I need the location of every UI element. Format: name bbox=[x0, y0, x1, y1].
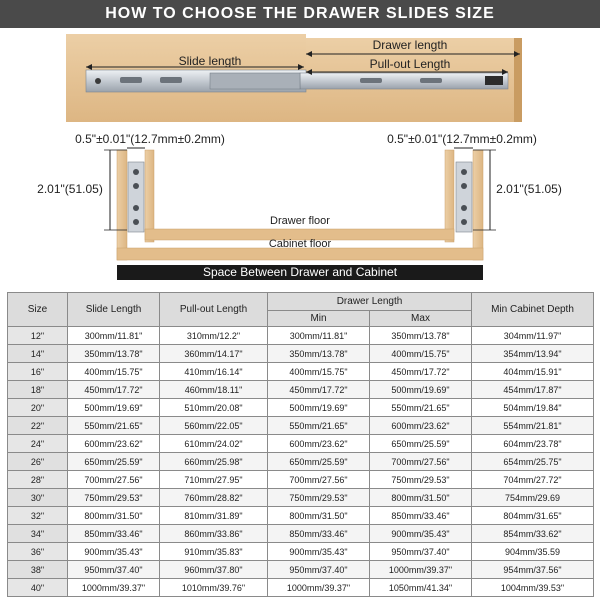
cell-drawer-max: 650mm/25.59" bbox=[370, 435, 472, 453]
cell-size: 22" bbox=[8, 417, 68, 435]
cell-slide-length: 1000mm/39.37" bbox=[68, 579, 160, 597]
table-row bbox=[8, 381, 594, 399]
drawer-slide-diagram bbox=[0, 28, 600, 126]
cell-drawer-max: 850mm/33.46" bbox=[370, 507, 472, 525]
header-pull-out-length: Pull-out Length bbox=[160, 293, 268, 327]
cell-min-cabinet-depth: 654mm/25.75" bbox=[472, 453, 594, 471]
cell-drawer-min: 700mm/27.56" bbox=[268, 471, 370, 489]
cell-min-cabinet-depth: 404mm/15.91" bbox=[472, 363, 594, 381]
cell-drawer-max: 950mm/37.40" bbox=[370, 543, 472, 561]
right-gap-label: 0.5"±0.01"(12.7mm±0.2mm) bbox=[387, 132, 537, 146]
left-gap-label: 0.5"±0.01"(12.7mm±0.2mm) bbox=[75, 132, 225, 146]
drawer-left-side bbox=[145, 150, 154, 242]
cell-slide-length: 800mm/31.50" bbox=[68, 507, 160, 525]
cell-drawer-min: 650mm/25.59" bbox=[268, 453, 370, 471]
table-row bbox=[8, 453, 594, 471]
cell-pull-out-length: 1010mm/39.76" bbox=[160, 579, 268, 597]
drawer-length-label: Drawer length bbox=[372, 38, 448, 52]
header-slide-length: Slide Length bbox=[68, 293, 160, 327]
bearing-ball bbox=[461, 219, 467, 225]
cell-drawer-min: 750mm/29.53" bbox=[268, 489, 370, 507]
cell-slide-length: 700mm/27.56" bbox=[68, 471, 160, 489]
slide-mount-holes bbox=[160, 77, 182, 83]
bearing-ball bbox=[133, 205, 139, 211]
bearing-ball bbox=[133, 183, 139, 189]
cell-min-cabinet-depth: 954mm/37.56" bbox=[472, 561, 594, 579]
cell-drawer-min: 950mm/37.40" bbox=[268, 561, 370, 579]
cell-slide-length: 400mm/15.75" bbox=[68, 363, 160, 381]
table-row bbox=[8, 507, 594, 525]
cell-size: 40" bbox=[8, 579, 68, 597]
cell-pull-out-length: 960mm/37.80" bbox=[160, 561, 268, 579]
cell-size: 36" bbox=[8, 543, 68, 561]
cell-pull-out-length: 860mm/33.86" bbox=[160, 525, 268, 543]
cell-size: 38" bbox=[8, 561, 68, 579]
cell-drawer-max: 600mm/23.62" bbox=[370, 417, 472, 435]
slide-inner-rail bbox=[300, 73, 508, 89]
bearing-ball bbox=[133, 219, 139, 225]
cell-drawer-min: 300mm/11.81" bbox=[268, 327, 370, 345]
cell-slide-length: 650mm/25.59" bbox=[68, 453, 160, 471]
cell-drawer-max: 500mm/19.69" bbox=[370, 381, 472, 399]
slide-mount-holes bbox=[120, 77, 142, 83]
cell-size: 28" bbox=[8, 471, 68, 489]
right-height-label: 2.01"(51.05) bbox=[496, 182, 562, 196]
cell-drawer-max: 700mm/27.56" bbox=[370, 453, 472, 471]
cell-pull-out-length: 760mm/28.82" bbox=[160, 489, 268, 507]
cell-drawer-min: 350mm/13.78" bbox=[268, 345, 370, 363]
bearing-ball bbox=[461, 183, 467, 189]
cell-min-cabinet-depth: 604mm/23.78" bbox=[472, 435, 594, 453]
bearing-ball bbox=[461, 169, 467, 175]
drawer-right-side bbox=[445, 150, 454, 242]
cell-min-cabinet-depth: 454mm/17.87" bbox=[472, 381, 594, 399]
cell-size: 30" bbox=[8, 489, 68, 507]
cell-pull-out-length: 810mm/31.89" bbox=[160, 507, 268, 525]
table-row bbox=[8, 543, 594, 561]
drawer-front-edge bbox=[514, 38, 522, 122]
cell-min-cabinet-depth: 854mm/33.62" bbox=[472, 525, 594, 543]
cell-size: 18" bbox=[8, 381, 68, 399]
header-drawer-min: Min bbox=[268, 311, 370, 327]
header-min-cabinet-depth: Min Cabinet Depth bbox=[472, 293, 594, 327]
cell-drawer-max: 400mm/15.75" bbox=[370, 345, 472, 363]
cell-slide-length: 300mm/11.81" bbox=[68, 327, 160, 345]
cell-drawer-max: 800mm/31.50" bbox=[370, 489, 472, 507]
table-row bbox=[8, 399, 594, 417]
slide-mount-holes bbox=[360, 78, 382, 83]
cell-pull-out-length: 410mm/16.14" bbox=[160, 363, 268, 381]
table-row bbox=[8, 489, 594, 507]
cell-slide-length: 350mm/13.78" bbox=[68, 345, 160, 363]
cell-slide-length: 600mm/23.62" bbox=[68, 435, 160, 453]
slide-length-label: Slide length bbox=[178, 54, 242, 68]
cell-size: 14" bbox=[8, 345, 68, 363]
cabinet-floor-label: Cabinet floor bbox=[268, 238, 332, 250]
cell-drawer-min: 450mm/17.72" bbox=[268, 381, 370, 399]
cell-pull-out-length: 660mm/25.98" bbox=[160, 453, 268, 471]
cell-pull-out-length: 460mm/18.11" bbox=[160, 381, 268, 399]
cell-pull-out-length: 510mm/20.08" bbox=[160, 399, 268, 417]
cell-drawer-max: 450mm/17.72" bbox=[370, 363, 472, 381]
bearing-ball bbox=[461, 205, 467, 211]
table-row bbox=[8, 345, 594, 363]
cell-pull-out-length: 610mm/24.02" bbox=[160, 435, 268, 453]
cell-slide-length: 500mm/19.69" bbox=[68, 399, 160, 417]
cell-min-cabinet-depth: 304mm/11.97" bbox=[472, 327, 594, 345]
table-row bbox=[8, 327, 594, 345]
cell-drawer-min: 500mm/19.69" bbox=[268, 399, 370, 417]
cell-min-cabinet-depth: 354mm/13.94" bbox=[472, 345, 594, 363]
cell-drawer-max: 550mm/21.65" bbox=[370, 399, 472, 417]
cell-min-cabinet-depth: 754mm/29.69 bbox=[472, 489, 594, 507]
slide-screw-hole bbox=[95, 78, 101, 84]
cell-drawer-min: 1000mm/39.37" bbox=[268, 579, 370, 597]
cell-min-cabinet-depth: 704mm/27.72" bbox=[472, 471, 594, 489]
cell-pull-out-length: 560mm/22.05" bbox=[160, 417, 268, 435]
cell-drawer-min: 600mm/23.62" bbox=[268, 435, 370, 453]
cell-slide-length: 450mm/17.72" bbox=[68, 381, 160, 399]
cell-size: 32" bbox=[8, 507, 68, 525]
cell-min-cabinet-depth: 804mm/31.65" bbox=[472, 507, 594, 525]
cell-size: 34" bbox=[8, 525, 68, 543]
page-title-banner bbox=[0, 0, 600, 28]
table-row bbox=[8, 525, 594, 543]
cell-min-cabinet-depth: 554mm/21.81" bbox=[472, 417, 594, 435]
cell-min-cabinet-depth: 1004mm/39.53" bbox=[472, 579, 594, 597]
cabinet-left-side bbox=[117, 150, 127, 260]
cell-drawer-max: 750mm/29.53" bbox=[370, 471, 472, 489]
table-row bbox=[8, 579, 594, 597]
cell-drawer-min: 900mm/35.43" bbox=[268, 543, 370, 561]
cell-size: 12" bbox=[8, 327, 68, 345]
cell-drawer-max: 350mm/13.78" bbox=[370, 327, 472, 345]
drawer-floor-label: Drawer floor bbox=[270, 215, 330, 227]
pull-out-length-label: Pull-out Length bbox=[369, 57, 451, 71]
slide-ball-bearing bbox=[210, 73, 300, 89]
cell-size: 24" bbox=[8, 435, 68, 453]
header-size: Size bbox=[8, 293, 68, 327]
table-row bbox=[8, 561, 594, 579]
cell-drawer-min: 800mm/31.50" bbox=[268, 507, 370, 525]
cell-slide-length: 900mm/35.43" bbox=[68, 543, 160, 561]
page-title: HOW TO CHOOSE THE DRAWER SLIDES SIZE bbox=[105, 5, 495, 22]
header-drawer-length: Drawer Length bbox=[268, 293, 472, 311]
table-row bbox=[8, 471, 594, 489]
cell-slide-length: 850mm/33.46" bbox=[68, 525, 160, 543]
cell-min-cabinet-depth: 504mm/19.84" bbox=[472, 399, 594, 417]
header-drawer-max: Max bbox=[370, 311, 472, 327]
cell-pull-out-length: 710mm/27.95" bbox=[160, 471, 268, 489]
slide-release-lever bbox=[485, 76, 503, 85]
left-height-label: 2.01"(51.05) bbox=[37, 182, 103, 196]
cell-drawer-min: 550mm/21.65" bbox=[268, 417, 370, 435]
cell-slide-length: 550mm/21.65" bbox=[68, 417, 160, 435]
cell-drawer-min: 400mm/15.75" bbox=[268, 363, 370, 381]
cell-drawer-max: 1000mm/39.37" bbox=[370, 561, 472, 579]
size-specification-table bbox=[7, 292, 594, 597]
cell-pull-out-length: 910mm/35.83" bbox=[160, 543, 268, 561]
cell-size: 16" bbox=[8, 363, 68, 381]
table-row bbox=[8, 435, 594, 453]
cell-slide-length: 950mm/37.40" bbox=[68, 561, 160, 579]
slide-mount-holes bbox=[420, 78, 442, 83]
table-row bbox=[8, 363, 594, 381]
cell-drawer-min: 850mm/33.46" bbox=[268, 525, 370, 543]
cell-pull-out-length: 360mm/14.17" bbox=[160, 345, 268, 363]
cell-pull-out-length: 310mm/12.2" bbox=[160, 327, 268, 345]
cell-slide-length: 750mm/29.53" bbox=[68, 489, 160, 507]
cell-size: 26" bbox=[8, 453, 68, 471]
cell-drawer-max: 900mm/35.43" bbox=[370, 525, 472, 543]
space-between-label: Space Between Drawer and Cabinet bbox=[202, 265, 398, 279]
cross-section-diagram bbox=[0, 126, 600, 286]
cabinet-right-side bbox=[473, 150, 483, 260]
table-row bbox=[8, 417, 594, 435]
cell-size: 20" bbox=[8, 399, 68, 417]
cell-min-cabinet-depth: 904mm/35.59 bbox=[472, 543, 594, 561]
bearing-ball bbox=[133, 169, 139, 175]
cell-drawer-max: 1050mm/41.34" bbox=[370, 579, 472, 597]
